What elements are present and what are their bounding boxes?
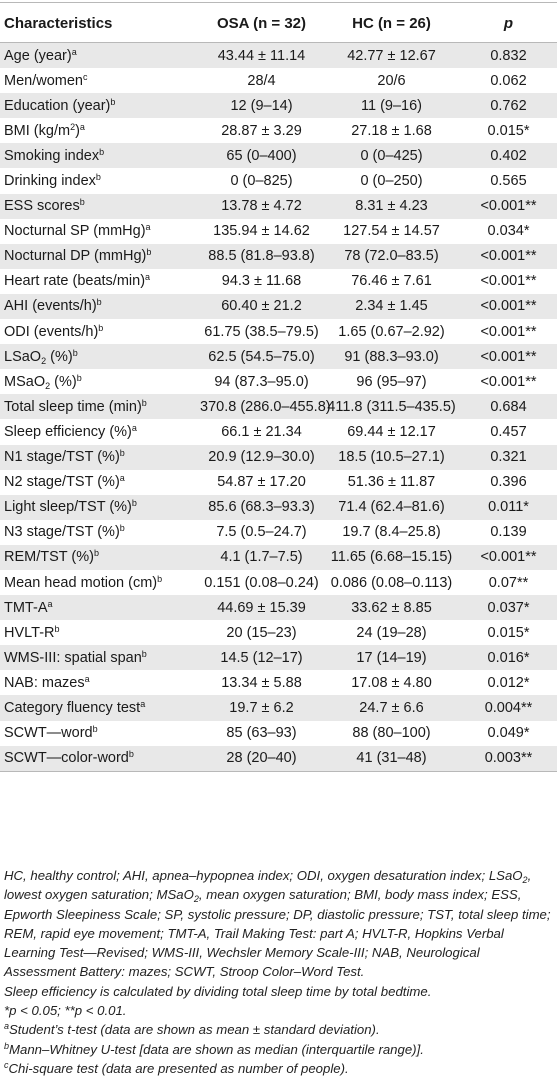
- osa-value: 20 (15–23): [226, 624, 297, 641]
- hc-value: 11.65 (6.68–15.15): [330, 549, 453, 566]
- p-value: <0.001**: [480, 323, 537, 340]
- hc-value: 0.086 (0.08–0.113): [330, 574, 453, 591]
- characteristic-name: Nocturnal DP (mmHg): [4, 248, 147, 265]
- row-characteristic: [0, 168, 200, 193]
- p-value: 0.003**: [484, 750, 533, 767]
- test-footnote-mark: b: [93, 548, 99, 559]
- osa-value: 88.5 (81.8–93.8): [208, 248, 315, 265]
- table-row: [0, 445, 557, 470]
- osa-value: 13.34 ± 5.88: [221, 674, 302, 691]
- footnote-c-mark: c: [4, 1059, 9, 1070]
- table-row: [0, 570, 557, 595]
- hc-value: 411.8 (311.5–435.5): [327, 398, 456, 415]
- row-characteristic: [0, 419, 200, 444]
- table-row: [0, 545, 557, 570]
- characteristic-name: LSaO: [4, 348, 42, 365]
- p-value: 0.016*: [487, 649, 530, 666]
- p-value: 0.762: [490, 97, 527, 114]
- test-footnote-mark: b: [92, 724, 98, 735]
- table-footnotes: [4, 866, 552, 1078]
- characteristic-name: Drinking index: [4, 173, 96, 190]
- row-characteristic: [0, 721, 200, 746]
- p-value: 0.321: [490, 449, 527, 466]
- table-row: [0, 194, 557, 219]
- characteristic-name: BMI (kg/m: [4, 122, 71, 139]
- footnote-a: [4, 1020, 552, 1039]
- p-value: <0.001**: [480, 248, 537, 265]
- hc-value: 96 (95–97): [356, 373, 427, 390]
- table-row: [0, 344, 557, 369]
- hc-value: 24 (19–28): [356, 624, 427, 641]
- hc-value: 69.44 ± 12.17: [347, 423, 436, 440]
- characteristic-name: ODI (events/h): [4, 323, 99, 340]
- hc-value: 20/6: [377, 72, 406, 89]
- row-characteristic: [0, 269, 200, 294]
- osa-value: 0.151 (0.08–0.24): [204, 574, 319, 591]
- hc-value: 41 (31–48): [356, 750, 427, 767]
- osa-value: 61.75 (38.5–79.5): [204, 323, 319, 340]
- osa-value: 19.7 ± 6.2: [229, 699, 294, 716]
- hc-value: 27.18 ± 1.68: [351, 122, 432, 139]
- hc-value: 18.5 (10.5–27.1): [338, 449, 445, 466]
- hc-value: 88 (80–100): [352, 725, 431, 742]
- table-row: [0, 93, 557, 118]
- osa-value: 85.6 (68.3–93.3): [208, 499, 315, 516]
- row-characteristic: [0, 244, 200, 269]
- test-footnote-mark: b: [54, 623, 60, 634]
- table-row: [0, 495, 557, 520]
- osa-value: 14.5 (12–17): [220, 649, 303, 666]
- abbreviations-note: [4, 866, 552, 982]
- row-characteristic: [0, 620, 200, 645]
- characteristic-name: AHI (events/h): [4, 298, 97, 315]
- abbr-sub-2: 2: [193, 894, 199, 905]
- osa-value: 28.87 ± 3.29: [221, 122, 302, 139]
- significance-note: *p < 0.05; **p < 0.01.: [4, 1003, 127, 1019]
- osa-value: 135.94 ± 14.62: [213, 223, 310, 240]
- table-row: [0, 43, 557, 68]
- characteristic-name: HVLT-R: [4, 624, 55, 641]
- osa-value: 43.44 ± 11.14: [217, 47, 306, 64]
- test-footnote-mark: b: [128, 749, 134, 760]
- footnote-c-text: Chi-square test (data are presented as number of people).: [8, 1060, 349, 1076]
- osa-value: 85 (63–93): [226, 725, 297, 742]
- hc-value: 76.46 ± 7.61: [351, 273, 432, 290]
- footnote-b-text: Mann–Whitney U-test [data are shown as median (interquartile range)].: [9, 1041, 424, 1057]
- table-row: [0, 746, 557, 771]
- abbr-sub-1: 2: [522, 875, 528, 885]
- row-characteristic: [0, 194, 200, 219]
- osa-value: 44.69 ± 15.39: [217, 599, 306, 616]
- characteristic-name: Light sleep/TST (%): [4, 499, 132, 516]
- test-footnote-mark: b: [119, 448, 125, 459]
- hc-value: 17 (14–19): [356, 649, 427, 666]
- characteristic-name: Education (year): [4, 97, 111, 114]
- test-footnote-mark: a: [47, 598, 53, 609]
- row-characteristic: [0, 219, 200, 244]
- test-footnote-mark: b: [95, 172, 101, 183]
- characteristic-name-end: ): [75, 122, 80, 139]
- characteristic-name: Nocturnal SP (mmHg): [4, 223, 146, 240]
- p-value: 0.07**: [488, 574, 529, 591]
- table-row: [0, 319, 557, 344]
- osa-value: 0 (0–825): [230, 173, 293, 190]
- characteristic-name: TMT-A: [4, 599, 48, 616]
- test-footnote-mark: a: [145, 272, 151, 283]
- osa-value: 13.78 ± 4.72: [221, 198, 302, 215]
- test-footnote-mark: a: [131, 422, 137, 433]
- row-characteristic: [0, 495, 200, 520]
- characteristic-name: SCWT—word: [4, 725, 93, 742]
- osa-value: 28/4: [247, 72, 276, 89]
- p-value: 0.015*: [487, 624, 530, 641]
- characteristic-name: Category fluency test: [4, 699, 141, 716]
- hc-value: 17.08 ± 4.80: [351, 674, 432, 691]
- characteristic-name: Men/women: [4, 72, 83, 89]
- test-footnote-mark: b: [79, 197, 85, 208]
- characteristic-name: N2 stage/TST (%): [4, 474, 120, 491]
- hc-value: 1.65 (0.67–2.92): [338, 323, 445, 340]
- p-value: 0.004**: [484, 699, 533, 716]
- test-footnote-mark: a: [145, 222, 151, 233]
- table-row: [0, 168, 557, 193]
- p-value: 0.139: [490, 524, 527, 541]
- p-value: <0.001**: [480, 373, 537, 390]
- osa-value: 65 (0–400): [226, 147, 297, 164]
- efficiency-note: Sleep efficiency is calculated by dividing total sleep time by total bedtime.: [4, 983, 432, 999]
- test-footnote-mark: c: [82, 71, 88, 82]
- footnote-b: [4, 1040, 552, 1059]
- p-value: 0.684: [490, 398, 527, 415]
- footnote-b-mark: b: [4, 1040, 10, 1051]
- characteristic-name: ESS scores: [4, 198, 80, 215]
- p-value: 0.402: [490, 147, 527, 164]
- table-row: [0, 470, 557, 495]
- osa-value: 60.40 ± 21.2: [221, 298, 302, 315]
- header-osa: OSA (n = 32): [200, 3, 323, 44]
- osa-value: 62.5 (54.5–75.0): [208, 348, 315, 365]
- row-characteristic: [0, 68, 200, 93]
- test-footnote-mark: a: [71, 46, 77, 57]
- hc-value: 78 (72.0–83.5): [344, 248, 439, 265]
- footnote-c: [4, 1059, 552, 1078]
- p-value: 0.565: [490, 173, 527, 190]
- test-footnote-mark: b: [131, 498, 137, 509]
- table-row: [0, 695, 557, 720]
- header-p: p: [460, 3, 557, 44]
- top-rule: [0, 2, 557, 3]
- characteristic-name: MSaO: [4, 373, 46, 390]
- p-value: 0.832: [490, 47, 527, 64]
- row-characteristic: [0, 369, 200, 394]
- footnote-a-mark: a: [4, 1021, 10, 1032]
- header-characteristics: Characteristics: [0, 3, 200, 44]
- row-characteristic: [0, 344, 200, 369]
- row-characteristic: [0, 445, 200, 470]
- table-row: [0, 68, 557, 93]
- table-row: [0, 595, 557, 620]
- characteristic-name: SCWT—color-word: [4, 750, 129, 767]
- hc-value: 0 (0–425): [360, 147, 423, 164]
- p-value: 0.012*: [487, 674, 530, 691]
- row-characteristic: [0, 394, 200, 419]
- abbr-text-2: , lowest oxygen saturation; MSaO: [4, 868, 532, 903]
- characteristic-name: Sleep efficiency (%): [4, 423, 132, 440]
- p-value: <0.001**: [480, 273, 537, 290]
- p-value: 0.015*: [487, 122, 530, 139]
- characteristic-name: Mean head motion (cm): [4, 574, 158, 591]
- table-row: [0, 269, 557, 294]
- test-footnote-mark: a: [119, 473, 125, 484]
- row-characteristic: [0, 695, 200, 720]
- osa-value: 94.3 ± 11.68: [221, 273, 302, 290]
- characteristic-name: WMS-III: spatial span: [4, 649, 142, 666]
- table-row: [0, 620, 557, 645]
- row-characteristic: [0, 746, 200, 771]
- table-row: [0, 419, 557, 444]
- p-value: 0.034*: [487, 223, 530, 240]
- row-characteristic: [0, 118, 200, 143]
- abbr-text-1: HC, healthy control; AHI, apnea–hypopnea index; ODI, oxygen desaturation index; LSaO: [4, 868, 523, 883]
- row-characteristic: [0, 670, 200, 695]
- osa-value: 66.1 ± 21.34: [221, 423, 302, 440]
- hc-value: 11 (9–16): [361, 97, 422, 114]
- table-row: [0, 369, 557, 394]
- p-value: 0.396: [490, 474, 527, 491]
- table-row: [0, 143, 557, 168]
- name-subscript: 2: [45, 380, 51, 391]
- hc-value: 2.34 ± 1.45: [355, 298, 428, 315]
- hc-value: 42.77 ± 12.67: [347, 47, 436, 64]
- row-characteristic: [0, 545, 200, 570]
- characteristics-table: [0, 2, 557, 771]
- characteristic-name-end: (%): [46, 348, 73, 365]
- test-footnote-mark: b: [110, 96, 116, 107]
- row-characteristic: [0, 319, 200, 344]
- test-footnote-mark: b: [99, 146, 105, 157]
- name-subscript: 2: [41, 355, 47, 366]
- osa-value: 94 (87.3–95.0): [214, 373, 309, 390]
- osa-value: 370.8 (286.0–455.8): [200, 398, 331, 415]
- characteristic-name: Total sleep time (min): [4, 398, 142, 415]
- hc-value: 24.7 ± 6.6: [359, 699, 424, 716]
- row-characteristic: [0, 143, 200, 168]
- header-rule: [0, 42, 557, 43]
- p-value: <0.001**: [480, 348, 537, 365]
- characteristic-name-end: (%): [50, 373, 77, 390]
- characteristic-name: N3 stage/TST (%): [4, 524, 120, 541]
- table-row: [0, 294, 557, 319]
- osa-value: 12 (9–14): [230, 97, 293, 114]
- header-row: [0, 3, 557, 44]
- characteristic-name: Age (year): [4, 47, 72, 64]
- table-row: [0, 670, 557, 695]
- table-row: [0, 219, 557, 244]
- row-characteristic: [0, 294, 200, 319]
- row-characteristic: [0, 93, 200, 118]
- row-characteristic: [0, 520, 200, 545]
- test-footnote-mark: b: [98, 322, 104, 333]
- test-footnote-mark: b: [96, 297, 102, 308]
- hc-value: 71.4 (62.4–81.6): [338, 499, 445, 516]
- row-characteristic: [0, 470, 200, 495]
- characteristic-name: N1 stage/TST (%): [4, 449, 120, 466]
- test-footnote-mark: b: [76, 372, 82, 383]
- test-footnote-mark: b: [146, 247, 152, 258]
- hc-value: 33.62 ± 8.85: [351, 599, 432, 616]
- characteristic-name: NAB: mazes: [4, 674, 85, 691]
- abbr-text-3: , mean oxygen saturation; BMI, body mass index; ESS, Epworth Sleepiness Scale; SP, systolic pressure; DP, diastolic pressure; TST, total sleep time; REM, rapid eye movement; TMT-A, Trail Making Test: part A; HVLT-R, Hopkins Verbal Learning Test—Revised; WMS-III, Wechsler Memory Scale-III; NAB, Neurological Assessment Battery: mazes; SCWT, Stroop Color–Word Test.: [4, 887, 551, 980]
- table-row: [0, 244, 557, 269]
- p-value: <0.001**: [480, 198, 537, 215]
- table-row: [0, 645, 557, 670]
- hc-value: 0 (0–250): [360, 173, 423, 190]
- header-hc: HC (n = 26): [323, 3, 460, 44]
- osa-value: 7.5 (0.5–24.7): [216, 524, 307, 541]
- table-header: [0, 3, 557, 44]
- bottom-rule: [0, 771, 557, 772]
- table-row: [0, 118, 557, 143]
- test-footnote-mark: b: [72, 347, 78, 358]
- table-body: [0, 43, 557, 771]
- test-footnote-mark: a: [140, 698, 146, 709]
- footnote-a-text: Student’s t-test (data are shown as mean ± standard deviation).: [9, 1022, 380, 1038]
- hc-value: 127.54 ± 14.57: [343, 223, 440, 240]
- p-value: 0.062: [490, 72, 527, 89]
- p-value: <0.001**: [480, 549, 537, 566]
- hc-value: 51.36 ± 11.87: [347, 474, 436, 491]
- osa-value: 4.1 (1.7–7.5): [220, 549, 303, 566]
- p-value: 0.457: [490, 423, 527, 440]
- table-row: [0, 394, 557, 419]
- test-footnote-mark: a: [79, 121, 85, 132]
- hc-value: 19.7 (8.4–25.8): [342, 524, 441, 541]
- osa-value: 28 (20–40): [226, 750, 297, 767]
- hc-value: 91 (88.3–93.0): [344, 348, 439, 365]
- test-footnote-mark: b: [141, 648, 147, 659]
- test-footnote-mark: b: [141, 397, 147, 408]
- row-characteristic: [0, 645, 200, 670]
- osa-value: 54.87 ± 17.20: [217, 474, 306, 491]
- p-value: 0.011*: [488, 499, 529, 516]
- p-value: 0.037*: [487, 599, 530, 616]
- test-footnote-mark: b: [157, 573, 163, 584]
- row-characteristic: [0, 43, 200, 68]
- p-value: 0.049*: [487, 725, 530, 742]
- characteristic-name: Smoking index: [4, 147, 100, 164]
- row-characteristic: [0, 570, 200, 595]
- table-row: [0, 520, 557, 545]
- test-footnote-mark: a: [84, 673, 90, 684]
- osa-value: 20.9 (12.9–30.0): [208, 449, 315, 466]
- test-footnote-mark: b: [119, 523, 125, 534]
- row-characteristic: [0, 595, 200, 620]
- unit-superscript: 2: [70, 121, 76, 132]
- characteristic-name: Heart rate (beats/min): [4, 273, 146, 290]
- characteristic-name: REM/TST (%): [4, 549, 94, 566]
- hc-value: 8.31 ± 4.23: [355, 198, 428, 215]
- table-row: [0, 721, 557, 746]
- p-value: <0.001**: [480, 298, 537, 315]
